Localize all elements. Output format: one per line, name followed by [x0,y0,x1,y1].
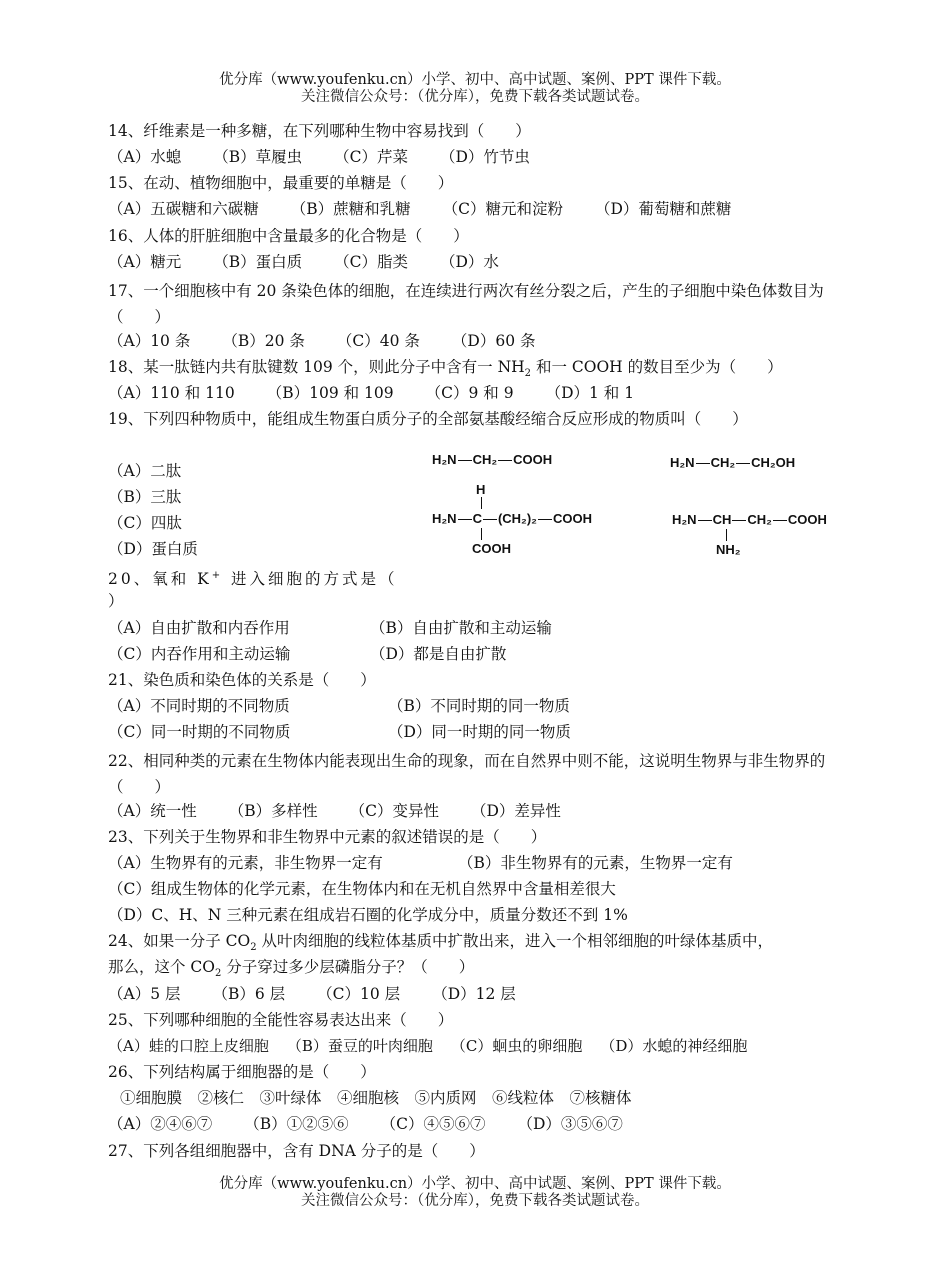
question-15-stem: 15、在动、植物细胞中，最重要的单糖是（ ） [108,174,454,192]
option-c: （C）糖元和淀粉 [442,200,563,218]
option-d: （D）同一时期的同一物质 [388,723,571,741]
option-b: （B）非生物界有的元素，生物界一定有 [458,854,733,872]
option-b: （B）①②⑤⑥ [244,1115,349,1133]
formula-4-nh2: NH₂ [716,542,741,557]
option-b: （B）蛋白质 [213,253,303,271]
question-21-stem: 21、染色质和染色体的关系是（ ） [108,671,376,689]
option-a: （A）糖元 [108,253,182,271]
formula-aminoethanol: H₂N CH₂ CH₂OH [670,455,796,470]
option-a: （A）统一性 [108,802,197,820]
option-a: （A）五碳糖和六碳糖 [108,200,259,218]
option-d: （D）③⑤⑥⑦ [517,1115,623,1133]
option-b: （B）109 和 109 [266,384,394,402]
option-b: （B）蚕豆的叶肉细胞 [286,1037,433,1055]
option-d: （D）60 条 [451,332,536,350]
option-a: （A）不同时期的不同物质 [108,697,290,715]
footer-line-2: 关注微信公众号：（优分库），免费下载各类试题试卷。 [301,1193,649,1209]
question-27-stem: 27、下列各组细胞器中，含有 DNA 分子的是（ ） [108,1142,485,1160]
question-19-option-a: （A）二肽 [108,462,182,480]
question-16-stem: 16、人体的肝脏细胞中含量最多的化合物是（ ） [108,227,469,245]
question-17-stem: 17、一个细胞核中有 20 条染色体的细胞，在连续进行两次有丝分裂之后，产生的子细胞中染色体数目为（ ） [108,282,824,326]
option-d: （D）都是自由扩散 [370,645,507,663]
option-c: （C）同一时期的不同物质 [108,723,291,741]
page-header [0,72,950,106]
question-21-options-row1 [108,696,570,716]
header-line-2: 关注微信公众号：（优分库），免费下载各类试题试卷。 [301,89,649,105]
question-24-stem-line2: 那么，这个 $CO_2$ 分子穿过多少层磷脂分子？（ ） [108,958,475,980]
question-24-options [108,984,516,1004]
formula-aspartic-acid: H₂N CH CH₂ COOH [672,512,827,527]
question-14-options [108,147,530,167]
formula-3-bond-down [481,528,482,540]
option-d: （D）葡萄糖和蔗糖 [594,200,732,218]
header-line-1: 优分库（www.youfenku.cn）小学、初中、高中试题、案例、PPT 课件下载。 [219,72,731,88]
question-26-stem: 26、下列结构属于细胞器的是（ ） [108,1063,376,1081]
option-a: （A）自由扩散和内吞作用 [108,619,290,637]
option-d: （D）水 [439,253,499,271]
question-26-items: ①细胞膜 ②核仁 ③叶绿体 ④细胞核 ⑤内质网 ⑥线粒体 ⑦核糖体 [120,1089,632,1107]
option-c: （C）脂类 [334,253,408,271]
option-a: （A）生物界有的元素，非生物界一定有 [108,854,383,872]
option-c: （C）④⑤⑥⑦ [380,1115,486,1133]
option-d: （D）竹节虫 [439,148,530,166]
option-d: （D）差异性 [470,802,561,820]
option-c: （C）内吞作用和主动运输 [108,645,291,663]
question-24-stem-line1: 24、如果一分子 $CO_2$ 从叶肉细胞的线粒体基质中扩散出来，进入一个相邻细胞的叶绿体基质中， [108,932,774,954]
formula-3-h: H [476,482,486,497]
question-16-options [108,252,499,272]
question-22-options [108,801,561,821]
option-d: （D）水螅的神经细胞 [600,1037,748,1055]
question-19-option-d: （D）蛋白质 [108,540,198,558]
formula-3-bond-up [481,497,482,509]
formula-glycine: H₂N CH₂ COOH [432,452,553,467]
option-a: （A）水螅 [108,148,182,166]
question-25-stem: 25、下列哪种细胞的全能性容易表达出来（ ） [108,1011,454,1029]
option-a: （A）②④⑥⑦ [108,1115,213,1133]
question-15-options [108,199,731,219]
option-b: （B）自由扩散和主动运输 [370,619,552,637]
question-17-options [108,331,536,351]
question-23-options-row1 [108,853,733,873]
option-c: （C）变异性 [349,802,439,820]
question-21-options-row2 [108,722,571,742]
option-c: （C）蛔虫的卵细胞 [450,1037,583,1055]
question-20-options-row1 [108,618,552,638]
formula-glutamic-acid: H₂N C (CH₂)₂ COOH [432,511,592,526]
option-b: （B）蔗糖和乳糖 [290,200,411,218]
question-14-stem: 14、纤维素是一种多糖，在下列哪种生物中容易找到（ ） [108,122,531,140]
formula-3-cooh-bottom: COOH [472,541,511,556]
question-23-option-d: （D）C、H、N 三种元素在组成岩石圈的化学成分中，质量分数还不到 1% [108,906,628,924]
option-c: （C）芹菜 [334,148,408,166]
question-19-stem: 19、下列四种物质中，能组成生物蛋白质分子的全部氨基酸经缩合反应形成的物质叫（ ） [108,410,748,428]
question-20-stem: 20、氧和 K+ 进入细胞的方式是（ [108,570,398,589]
option-a: （A）110 和 110 [108,384,235,402]
formula-4-bond-down [726,529,727,541]
option-a: （A）蛙的口腔上皮细胞 [108,1037,269,1055]
option-c: （C）10 层 [317,985,401,1003]
option-c: （C）9 和 9 [425,384,514,402]
option-b: （B）多样性 [228,802,318,820]
question-19-option-b: （B）三肽 [108,488,182,506]
option-a: （A）10 条 [108,332,191,350]
question-23-option-c: （C）组成生物体的化学元素，在生物体内和在无机自然界中含量相差很大 [108,880,616,898]
question-18-options [108,383,634,403]
question-25-options [108,1036,747,1056]
option-b: （B）6 层 [212,985,286,1003]
option-c: （C）40 条 [336,332,420,350]
option-b: （B）不同时期的同一物质 [388,697,570,715]
page-footer [0,1176,950,1210]
question-20-options-row2 [108,644,506,664]
question-22-stem: 22、相同种类的元素在生物体内能表现出生命的现象，而在自然界中则不能，这说明生物界与非生物界的（ ） [108,752,826,796]
option-d: （D）1 和 1 [545,384,635,402]
option-b: （B）草履虫 [213,148,303,166]
question-18-stem: 18、某一肽链内共有肽键数 109 个，则此分子中含有一 $NH_2$ 和一 COOH 的数目至少为（ ） [108,358,783,380]
option-a: （A）5 层 [108,985,181,1003]
option-b: （B）20 条 [222,332,305,350]
option-d: （D）12 层 [432,985,516,1003]
footer-line-1: 优分库（www.youfenku.cn）小学、初中、高中试题、案例、PPT 课件下载。 [219,1176,731,1192]
question-20-stem-cont: ） [108,592,124,610]
question-23-stem: 23、下列关于生物界和非生物界中元素的叙述错误的是（ ） [108,828,547,846]
question-26-options [108,1114,623,1134]
question-19-option-c: （C）四肽 [108,514,182,532]
